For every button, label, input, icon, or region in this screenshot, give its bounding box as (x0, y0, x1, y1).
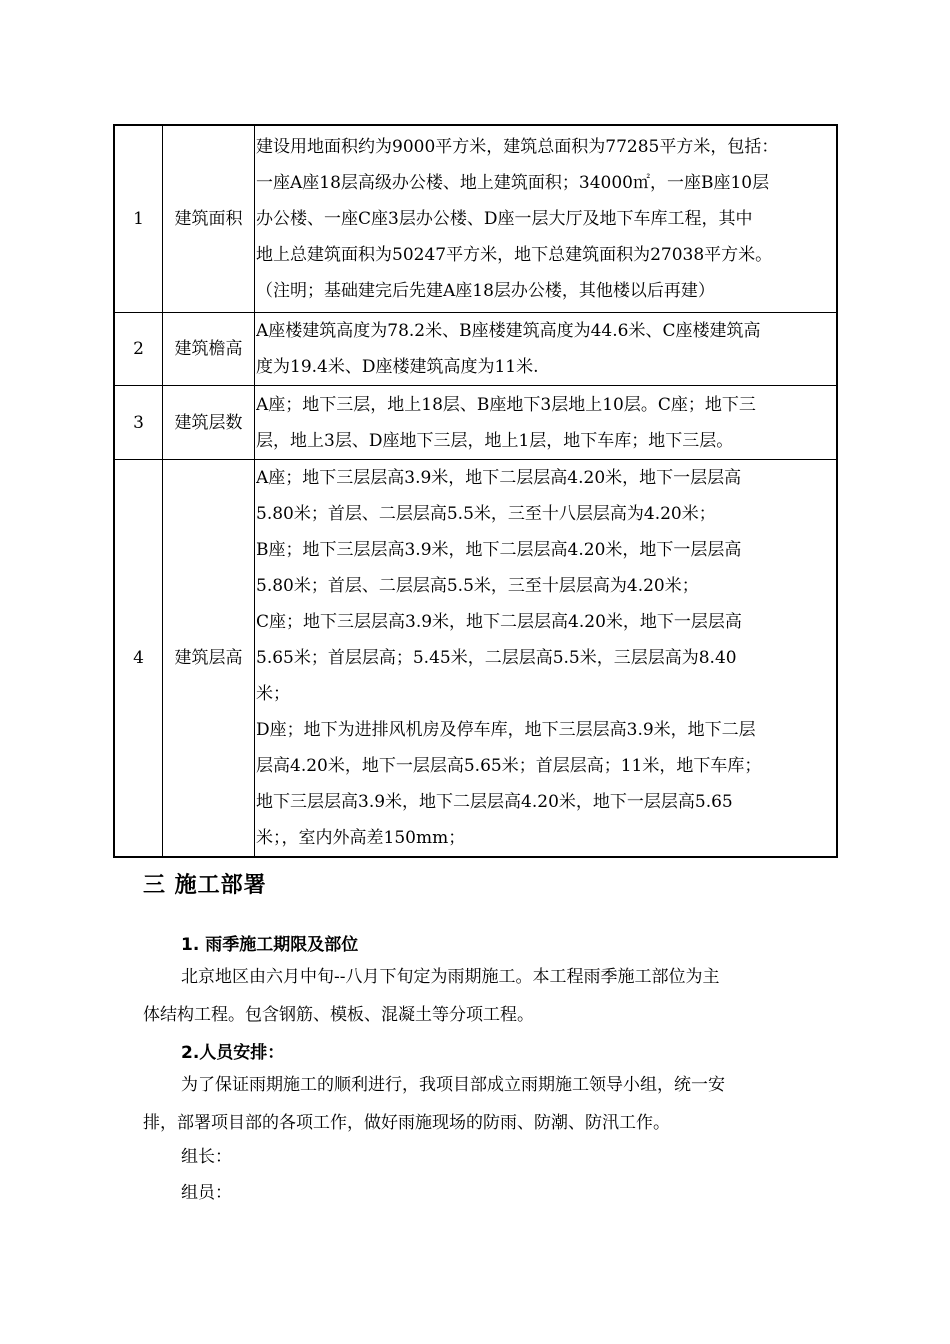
row-item-name: 建筑檐高 (163, 313, 255, 386)
row-item-name: 建筑层高 (163, 460, 255, 858)
row-item-name: 建筑面积 (163, 125, 255, 313)
row-number: 2 (114, 313, 163, 386)
subsection-heading-staffing: 2.人员安排： (181, 1043, 285, 1063)
description-line: 一座A座18层高级办公楼、地上建筑面积；34000㎡，一座B座10层 (256, 173, 770, 193)
table-row (114, 125, 837, 313)
table-row (114, 460, 837, 858)
description-line: 度为19.4米、D座楼建筑高度为11米. (256, 357, 539, 377)
row-number: 4 (114, 460, 163, 858)
description-line: C座；地下三层层高3.9米，地下二层层高4.20米，地下一层层高 (256, 612, 742, 632)
row-number: 3 (114, 386, 163, 460)
team-members-label: 组员： (181, 1183, 232, 1203)
row-item-name: 建筑层数 (163, 386, 255, 460)
description-line: 办公楼、一座C座3层办公楼、D座一层大厅及地下车库工程，其中 (256, 209, 753, 229)
description-line: A座楼建筑高度为78.2米、B座楼建筑高度为44.6米、C座楼建筑高 (256, 321, 761, 341)
rain-period-paragraph (143, 958, 823, 1034)
description-line: （注明；基础建完后先建A座18层办公楼，其他楼以后再建） (256, 281, 715, 301)
subsection-heading-rain-period: 1. 雨季施工期限及部位 (181, 935, 359, 955)
description-line: 建设用地面积约为9000平方米，建筑总面积为77285平方米，包括： (256, 137, 779, 157)
staffing-paragraph (143, 1066, 823, 1142)
description-line: A座；地下三层层高3.9米，地下二层层高4.20米，地下一层层高 (256, 468, 742, 488)
description-line: 5.80米；首层、二层层高5.5米，三至十八层层高为4.20米； (256, 504, 716, 524)
row-number: 1 (114, 125, 163, 313)
row-description (255, 460, 838, 858)
paragraph-line: 体结构工程。包含钢筋、模板、混凝土等分项工程。 (143, 1005, 534, 1025)
section-heading: 三 施工部署 (143, 873, 267, 898)
description-line: 地下三层层高3.9米，地下二层层高4.20米，地下一层层高5.65 (256, 792, 733, 812)
row-description (255, 386, 838, 460)
table-row (114, 313, 837, 386)
description-line: 层，地上3层、D座地下三层，地上1层，地下车库；地下三层。 (256, 430, 734, 451)
row-description (255, 125, 838, 313)
description-line: 5.65米；首层层高；5.45米，二层层高5.5米，三层层高为8.40 (256, 648, 737, 668)
row-description (255, 313, 838, 386)
paragraph-line: 为了保证雨期施工的顺利进行，我项目部成立雨期施工领导小组，统一安 (181, 1075, 725, 1095)
paragraph-line: 北京地区由六月中旬--八月下旬定为雨期施工。本工程雨季施工部位为主 (181, 967, 720, 987)
description-line: D座；地下为进排风机房及停车库，地下三层层高3.9米，地下二层 (256, 720, 756, 740)
building-spec-table (113, 124, 838, 858)
team-leader-label: 组长： (181, 1147, 232, 1167)
description-line: 层高4.20米，地下一层层高5.65米；首层层高；11米，地下车库； (256, 756, 762, 776)
description-line: 米； (256, 684, 290, 704)
table-row (114, 386, 837, 460)
description-line: 5.80米；首层、二层层高5.5米，三至十层层高为4.20米； (256, 576, 699, 596)
description-line: A座；地下三层，地上18层、B座地下3层地上10层。C座；地下三 (256, 394, 756, 415)
description-line: 地上总建筑面积为50247平方米，地下总建筑面积为27038平方米。 (256, 245, 773, 265)
description-line: B座；地下三层层高3.9米，地下二层层高4.20米，地下一层层高 (256, 540, 742, 560)
description-line: 米；，室内外高差150mm； (256, 828, 466, 848)
paragraph-line: 排，部署项目部的各项工作，做好雨施现场的防雨、防潮、防汛工作。 (143, 1113, 670, 1133)
